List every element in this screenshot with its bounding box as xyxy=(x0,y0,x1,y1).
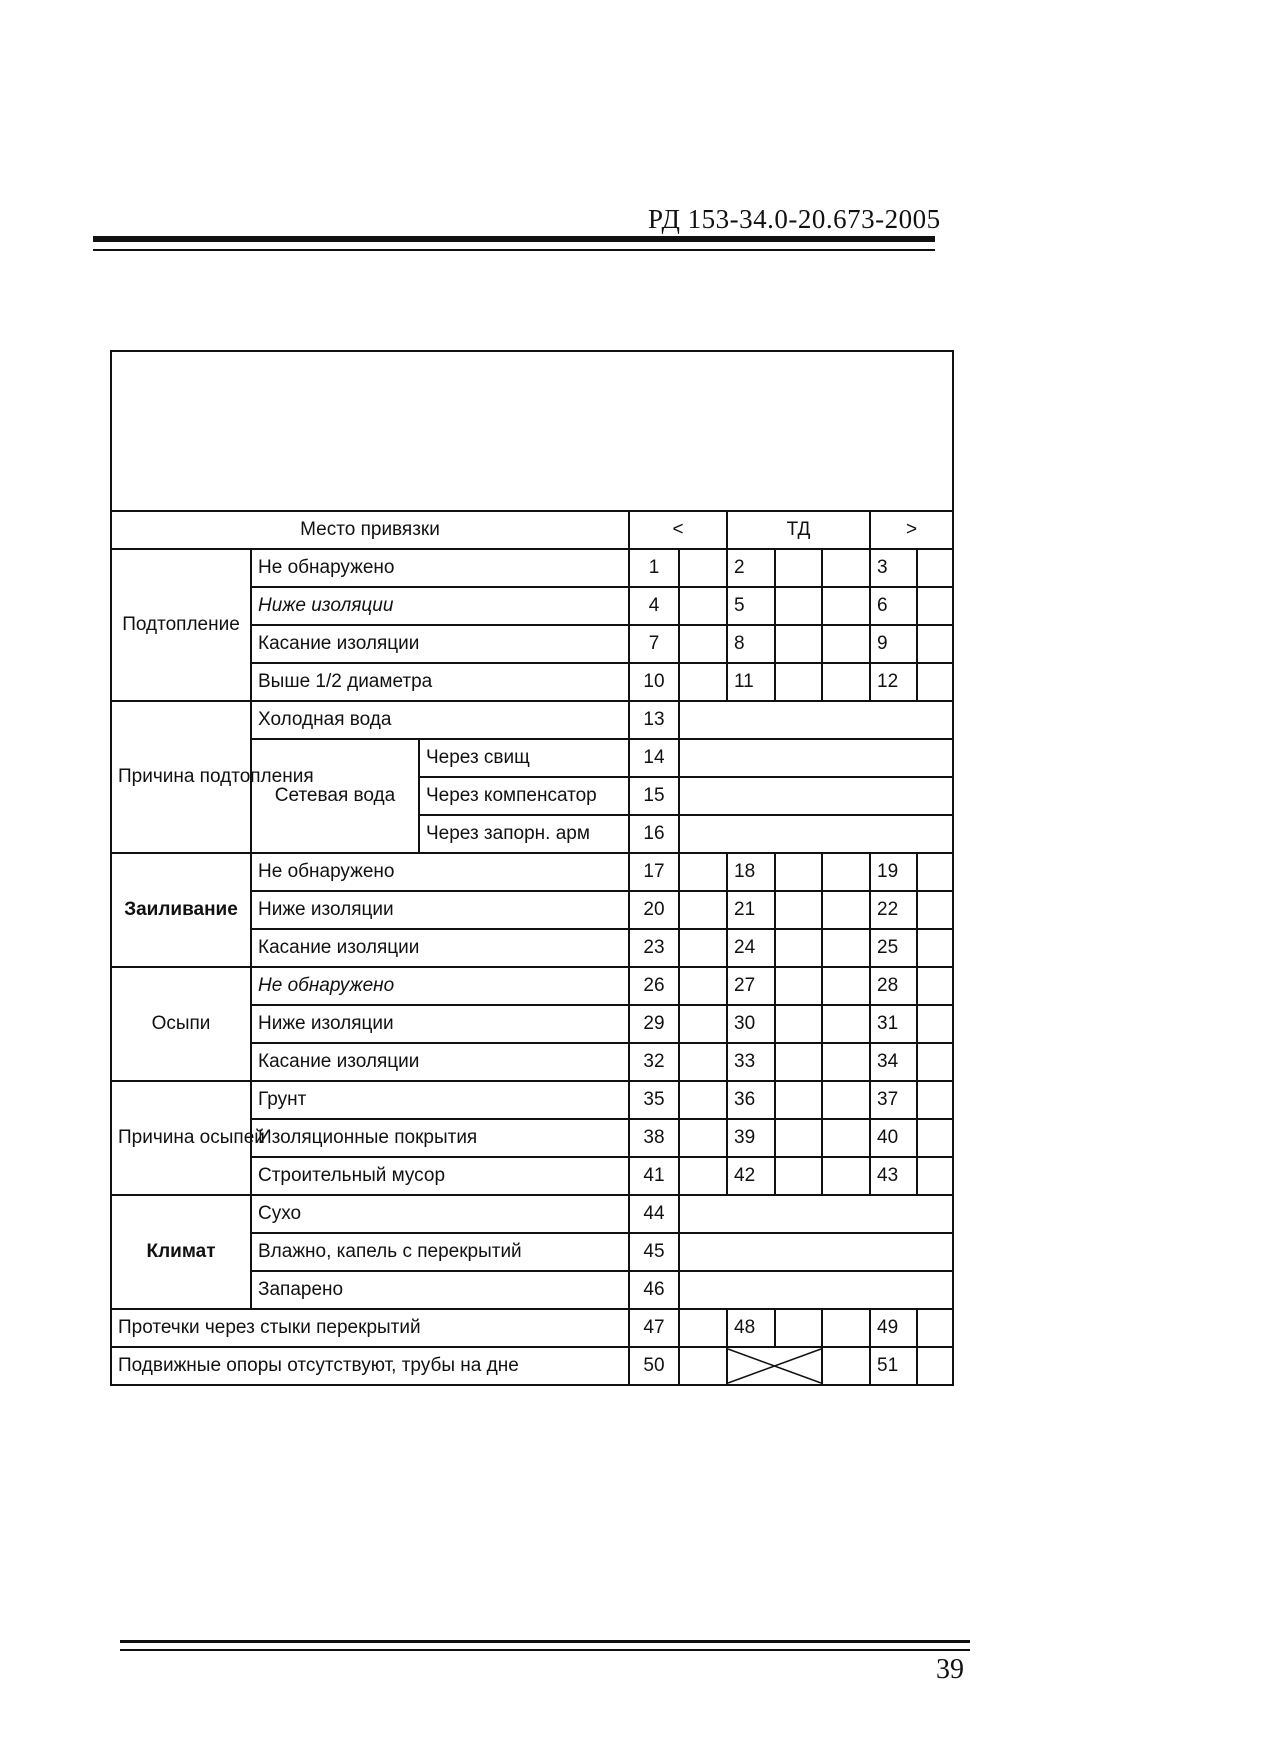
cell-number: 20 xyxy=(629,891,679,929)
cell-number: 32 xyxy=(629,1043,679,1081)
table-row xyxy=(111,1195,953,1233)
cell-number: 44 xyxy=(629,1195,679,1233)
table-row xyxy=(111,701,953,739)
group-label-flood-cause: Причина подтопления xyxy=(111,701,251,853)
empty-cell xyxy=(775,967,822,1005)
blank-header-cell xyxy=(111,351,953,511)
empty-span-cell xyxy=(679,815,953,853)
row-label: Запарено xyxy=(251,1271,629,1309)
cell-number: 4 xyxy=(629,587,679,625)
empty-cell xyxy=(917,1309,953,1347)
cell-number: 31 xyxy=(870,1005,917,1043)
group-label-flooding: Подтопление xyxy=(111,549,251,701)
cell-number: 15 xyxy=(629,777,679,815)
empty-cell xyxy=(917,1119,953,1157)
empty-cell xyxy=(679,1043,727,1081)
empty-cell xyxy=(917,587,953,625)
footer-rule-thick xyxy=(120,1640,970,1643)
cell-number: 28 xyxy=(870,967,917,1005)
cell-number: 45 xyxy=(629,1233,679,1271)
empty-cell xyxy=(822,663,870,701)
cell-number: 6 xyxy=(870,587,917,625)
cell-number: 41 xyxy=(629,1157,679,1195)
empty-cell xyxy=(775,1119,822,1157)
row-label: Сухо xyxy=(251,1195,629,1233)
empty-cell xyxy=(775,891,822,929)
empty-cell xyxy=(775,1005,822,1043)
row-label: Ниже изоляции xyxy=(251,587,629,625)
table-row xyxy=(111,1309,953,1347)
cell-number: 36 xyxy=(727,1081,775,1119)
empty-cell xyxy=(822,1157,870,1195)
cell-number: 23 xyxy=(629,929,679,967)
cell-number: 39 xyxy=(727,1119,775,1157)
cell-number: 10 xyxy=(629,663,679,701)
empty-cell xyxy=(775,663,822,701)
empty-cell xyxy=(822,853,870,891)
empty-cell xyxy=(917,625,953,663)
cell-number: 2 xyxy=(727,549,775,587)
cell-number: 30 xyxy=(727,1005,775,1043)
row-label: Подвижные опоры отсутствуют, трубы на дне xyxy=(111,1347,629,1385)
cell-number: 26 xyxy=(629,967,679,1005)
empty-cell xyxy=(822,929,870,967)
group-label-spill-cause: Причина осыпей xyxy=(111,1081,251,1195)
empty-cell xyxy=(822,1043,870,1081)
row-label: Строительный мусор xyxy=(251,1157,629,1195)
table-row xyxy=(111,549,953,587)
empty-cell xyxy=(679,587,727,625)
row-label: Грунт xyxy=(251,1081,629,1119)
cell-number: 34 xyxy=(870,1043,917,1081)
cell-number: 49 xyxy=(870,1309,917,1347)
cell-number: 3 xyxy=(870,549,917,587)
cell-number: 50 xyxy=(629,1347,679,1385)
left-marker-header: < xyxy=(629,511,727,549)
empty-cell xyxy=(679,853,727,891)
header-rule-thick xyxy=(93,236,935,242)
row-label: Не обнаружено xyxy=(251,967,629,1005)
row-label: Через компенсатор xyxy=(419,777,629,815)
cell-number: 8 xyxy=(727,625,775,663)
cell-number: 25 xyxy=(870,929,917,967)
empty-cell xyxy=(679,967,727,1005)
empty-cell xyxy=(679,1157,727,1195)
empty-cell xyxy=(679,625,727,663)
cell-number: 33 xyxy=(727,1043,775,1081)
group-label-silting: Заиливание xyxy=(111,853,251,967)
row-label: Через запорн. арм xyxy=(419,815,629,853)
empty-cell xyxy=(822,967,870,1005)
empty-cell xyxy=(679,929,727,967)
empty-cell xyxy=(822,587,870,625)
empty-cell xyxy=(917,549,953,587)
row-label: Касание изоляции xyxy=(251,929,629,967)
empty-cell xyxy=(679,1347,727,1385)
empty-cell xyxy=(775,929,822,967)
cell-number: 27 xyxy=(727,967,775,1005)
cell-number: 43 xyxy=(870,1157,917,1195)
blank-header-row xyxy=(111,351,953,511)
td-header: ТД xyxy=(727,511,870,549)
empty-span-cell xyxy=(679,701,953,739)
empty-cell xyxy=(822,1081,870,1119)
empty-cell xyxy=(822,1119,870,1157)
empty-cell xyxy=(679,1005,727,1043)
cell-number: 35 xyxy=(629,1081,679,1119)
empty-cell xyxy=(822,891,870,929)
cell-number: 17 xyxy=(629,853,679,891)
table-head-row xyxy=(111,511,953,549)
cell-number: 14 xyxy=(629,739,679,777)
empty-cell xyxy=(917,1005,953,1043)
cell-number: 42 xyxy=(727,1157,775,1195)
cell-number: 13 xyxy=(629,701,679,739)
place-header: Место привязки xyxy=(111,511,629,549)
empty-span-cell xyxy=(679,1233,953,1271)
empty-cell xyxy=(822,1005,870,1043)
empty-span-cell xyxy=(679,739,953,777)
empty-cell xyxy=(775,1081,822,1119)
row-label: Изоляционные покрытия xyxy=(251,1119,629,1157)
empty-cell xyxy=(679,1309,727,1347)
empty-span-cell xyxy=(679,1195,953,1233)
table-row xyxy=(111,853,953,891)
empty-cell xyxy=(679,549,727,587)
empty-cell xyxy=(679,1081,727,1119)
group-label-spill: Осыпи xyxy=(111,967,251,1081)
cell-number: 37 xyxy=(870,1081,917,1119)
empty-cell xyxy=(679,663,727,701)
row-label: Не обнаружено xyxy=(251,549,629,587)
empty-span-cell xyxy=(679,1271,953,1309)
empty-cell xyxy=(679,891,727,929)
cell-number: 29 xyxy=(629,1005,679,1043)
cell-number: 1 xyxy=(629,549,679,587)
cell-number: 21 xyxy=(727,891,775,929)
row-label: Влажно, капель с перекрытий xyxy=(251,1233,629,1271)
row-label: Ниже изоляции xyxy=(251,1005,629,1043)
empty-cell xyxy=(775,587,822,625)
cell-number: 40 xyxy=(870,1119,917,1157)
row-label: Касание изоляции xyxy=(251,1043,629,1081)
row-label: Холодная вода xyxy=(251,701,629,739)
empty-cell xyxy=(822,1309,870,1347)
row-label: Через свищ xyxy=(419,739,629,777)
cross-mark-icon xyxy=(728,1349,821,1383)
empty-cell xyxy=(917,1347,953,1385)
table-row xyxy=(111,967,953,1005)
empty-cell xyxy=(917,891,953,929)
inspection-form-table-wrapper xyxy=(110,350,954,1386)
table-row xyxy=(111,1347,953,1385)
empty-cell xyxy=(917,967,953,1005)
group-label-climate: Климат xyxy=(111,1195,251,1309)
empty-cell xyxy=(917,1157,953,1195)
row-label: Ниже изоляции xyxy=(251,891,629,929)
document-number: РД 153-34.0-20.673-2005 xyxy=(648,204,941,234)
cell-number: 7 xyxy=(629,625,679,663)
row-label: Выше 1/2 диаметра xyxy=(251,663,629,701)
cell-number: 22 xyxy=(870,891,917,929)
empty-cell xyxy=(917,853,953,891)
cell-number: 46 xyxy=(629,1271,679,1309)
header-rule-thin xyxy=(93,249,935,251)
empty-cell xyxy=(679,1119,727,1157)
empty-cell xyxy=(775,853,822,891)
row-label: Касание изоляции xyxy=(251,625,629,663)
empty-cell xyxy=(775,1309,822,1347)
empty-cell xyxy=(775,549,822,587)
footer-rule-thin xyxy=(120,1649,970,1651)
row-label: Протечки через стыки перекрытий xyxy=(111,1309,629,1347)
empty-cell xyxy=(775,1157,822,1195)
empty-cell xyxy=(822,549,870,587)
empty-cell xyxy=(775,625,822,663)
empty-cell xyxy=(822,625,870,663)
empty-cell xyxy=(917,929,953,967)
empty-span-cell xyxy=(679,777,953,815)
network-water-label: Сетевая вода xyxy=(251,739,419,853)
cell-number: 18 xyxy=(727,853,775,891)
empty-cell xyxy=(822,1347,870,1385)
cell-number: 24 xyxy=(727,929,775,967)
cell-number: 16 xyxy=(629,815,679,853)
cell-number: 51 xyxy=(870,1347,917,1385)
cell-number: 9 xyxy=(870,625,917,663)
cell-number: 11 xyxy=(727,663,775,701)
cell-number: 12 xyxy=(870,663,917,701)
inspection-form-table xyxy=(110,350,954,1386)
empty-cell xyxy=(917,1043,953,1081)
page-number: 39 xyxy=(936,1654,964,1685)
cell-number: 19 xyxy=(870,853,917,891)
empty-cell xyxy=(775,1043,822,1081)
cell-number: 38 xyxy=(629,1119,679,1157)
row-label: Не обнаружено xyxy=(251,853,629,891)
right-marker-header: > xyxy=(870,511,953,549)
cell-number: 47 xyxy=(629,1309,679,1347)
cell-number: 48 xyxy=(727,1309,775,1347)
cell-number: 5 xyxy=(727,587,775,625)
crossed-out-cell xyxy=(727,1347,822,1385)
empty-cell xyxy=(917,1081,953,1119)
table-row xyxy=(111,1081,953,1119)
empty-cell xyxy=(917,663,953,701)
